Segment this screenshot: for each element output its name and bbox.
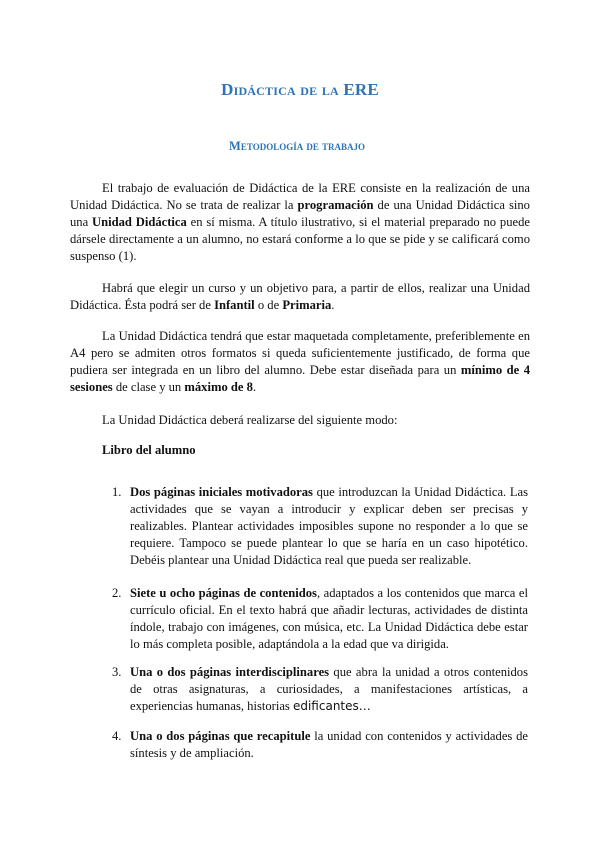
bold-term: programación	[297, 198, 374, 212]
bold-term: Una o dos páginas interdisciplinares	[130, 665, 330, 679]
list-item	[112, 484, 529, 569]
libro-heading: Libro del alumno	[102, 443, 196, 457]
paragraph-text: La Unidad Didáctica tendrá que estar maquetada completamente, preferiblemente en A4 pero se admiten otros formatos si queda suficientemente justificado, de forma que pudiera ser integrada en un libro del alumno. Debe estar diseñada para un	[70, 329, 530, 377]
paragraph-text: .	[331, 298, 335, 312]
list-item-text: la unidad con contenidos y actividades de síntesis y de ampliación.	[130, 729, 528, 760]
paragraph-intro	[70, 180, 530, 265]
paragraph-mode	[70, 412, 530, 429]
bold-term: máximo de 8	[184, 380, 253, 394]
list-number: 1.	[112, 485, 122, 499]
bold-term: mínimo de 4 sesiones	[70, 363, 531, 394]
section-subtitle: Metodología de trabajo	[229, 139, 365, 153]
paragraph-text: .	[252, 380, 257, 394]
list-number: 3.	[112, 665, 122, 679]
list-item-tail: edificantes…	[292, 699, 371, 713]
bold-term: Siete u ocho páginas de contenidos	[130, 586, 317, 600]
paragraph-text: de una Unidad Didáctica sino una	[70, 198, 530, 229]
paragraph-text: en sí misma. A título ilustrativo, si el material preparado no puede dársele directamente a un alumno, no estará conforme a lo que se pide y se calificará como suspenso (1).	[70, 215, 530, 263]
bold-term: Una o dos páginas que recapitule	[130, 729, 311, 743]
bold-term: Primaria	[282, 298, 332, 312]
paragraph-text: Habrá que elegir un curso y un objetivo para, a partir de ellos, realizar una Unidad Didáctica. Ésta podrá ser de	[70, 281, 530, 312]
paragraph-format	[70, 328, 530, 396]
paragraph-text: de clase y un	[112, 380, 185, 394]
bold-term: Dos páginas iniciales motivadoras	[130, 485, 313, 499]
paragraph-text: La Unidad Didáctica deberá realizarse del siguiente modo:	[102, 413, 398, 427]
list-item	[112, 728, 528, 762]
list-number: 2.	[112, 586, 122, 600]
document-title: Didáctica de la ERE	[221, 80, 379, 99]
paragraph-text: o de	[254, 298, 283, 312]
paragraph-text: El trabajo de evaluación de Didáctica de la ERE consiste en la realización de una Unidad Didáctica. No se trata de realizar la	[70, 181, 530, 212]
list-item	[112, 664, 528, 715]
list-number: 4.	[112, 729, 122, 743]
list-item-text: que introduzcan la Unidad Didáctica. Las actividades que se vayan a introducir y explicar deben ser precisas y realizables. Plantear actividades imposibles supone no responder a lo que se requiere. Tampoco se puede plantear lo que se haría en un caso hipotético. Debéis plantear una Unidad Didáctica real que pueda ser realizable.	[130, 485, 529, 567]
bold-term: Unidad Didáctica	[92, 215, 187, 229]
bold-term: Infantil	[214, 298, 255, 312]
list-item-text: , adaptados a los contenidos que marca el currículo oficial. En el texto habrá que añadir lecturas, actividades de distinta índole, trabajo con imágenes, con música, etc. La Unidad Didáctica debe estar lo más completa posible, adaptándola a la edad que va dirigida.	[130, 586, 528, 651]
list-item	[112, 585, 528, 653]
paragraph-course	[70, 280, 530, 314]
list-item-text: que abra la unidad a otros contenidos de otras asignaturas, a curiosidades, a manifestaciones artísticas, a experiencias humanas, historias	[130, 665, 528, 713]
